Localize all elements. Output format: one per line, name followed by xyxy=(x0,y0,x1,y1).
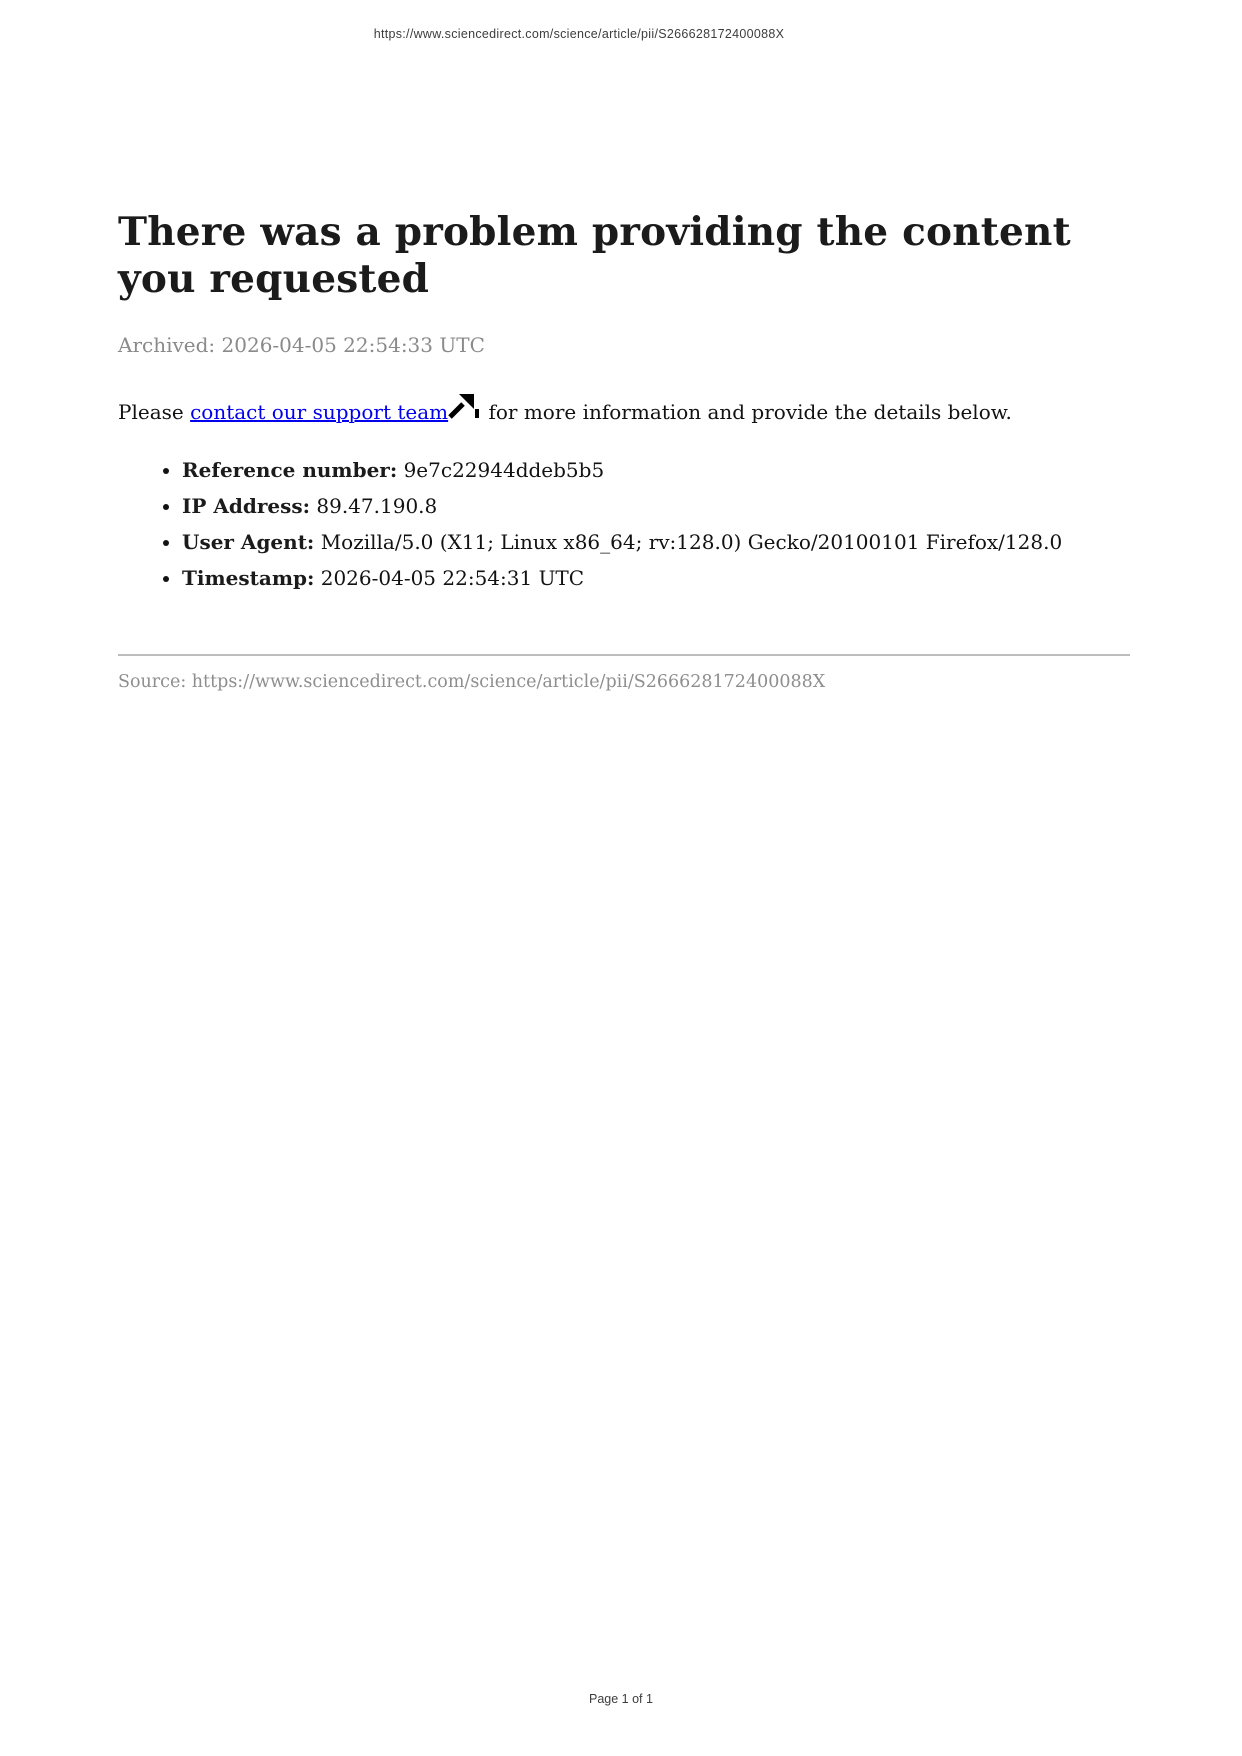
source-url-line: Source: https://www.sciencedirect.com/science/article/pii/S266628172400088X xyxy=(118,671,826,692)
support-message xyxy=(118,392,1130,424)
detail-value: 9e7c22944ddeb5b5 xyxy=(403,457,605,482)
page-number: Page 1 of 1 xyxy=(589,1692,653,1706)
detail-label: User Agent: xyxy=(182,529,315,554)
print-footer xyxy=(0,1692,1242,1706)
detail-value: 89.47.190.8 xyxy=(316,493,438,518)
detail-value: 2026-04-05 22:54:31 UTC xyxy=(320,565,585,590)
message-suffix: for more information and provide the details below. xyxy=(482,399,1012,424)
print-header-url: https://www.sciencedirect.com/science/article/pii/S266628172400088X xyxy=(373,27,785,41)
detail-label: Reference number: xyxy=(182,457,398,482)
detail-label: Timestamp: xyxy=(182,565,315,590)
message-prefix: Please xyxy=(118,399,191,424)
detail-user-agent xyxy=(182,530,1130,554)
detail-reference-number xyxy=(182,458,1130,482)
error-details-list xyxy=(118,458,1130,590)
content xyxy=(118,0,1130,692)
detail-timestamp xyxy=(182,566,1130,590)
archived-timestamp: Archived: 2026-04-05 22:54:33 UTC xyxy=(118,332,485,357)
divider xyxy=(118,654,1130,656)
page-title: There was a problem providing the content you requested xyxy=(118,209,1071,302)
external-link-icon xyxy=(447,392,480,420)
detail-ip-address xyxy=(182,494,1130,518)
detail-value: Mozilla/5.0 (X11; Linux x86_64; rv:128.0) Gecko/20100101 Firefox/128.0 xyxy=(320,529,1063,554)
contact-support-link[interactable]: contact our support team xyxy=(190,399,449,424)
detail-label: IP Address: xyxy=(182,493,311,518)
